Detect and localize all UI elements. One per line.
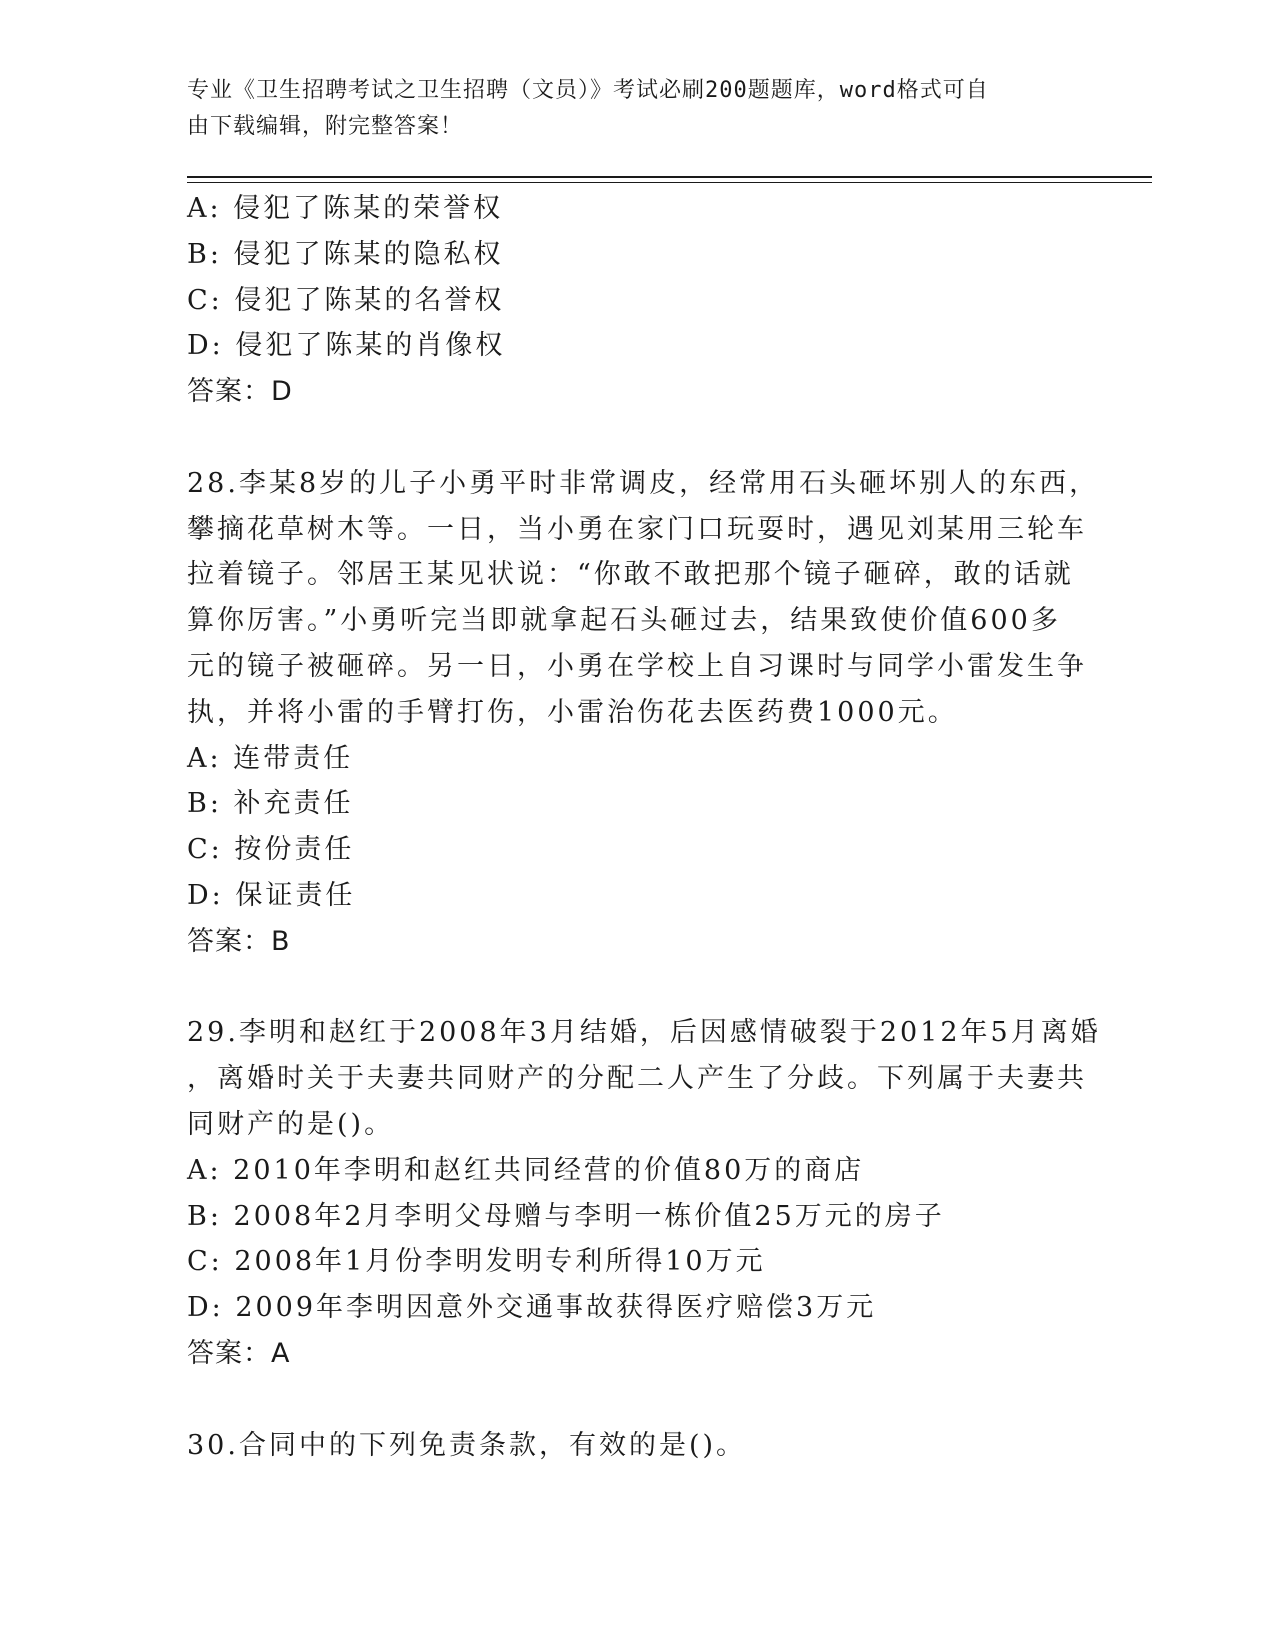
option-a: A: 2010年李明和赵红共同经营的价值80万的商店 (187, 1154, 865, 1186)
answer: 答案：D (187, 376, 293, 408)
question-stem-line: 算你厉害。”小勇听完当即就拿起石头砸过去，结果致使价值600多 (187, 605, 1061, 637)
header-line-1: 专业《卫生招聘考试之卫生招聘（文员）》考试必刷200题题库，word格式可自 (187, 78, 989, 103)
header-line-2: 由下载编辑，附完整答案！ (187, 114, 464, 139)
question-stem-line: 元的镜子被砸碎。另一日，小勇在学校上自习课时与同学小雷发生争 (187, 650, 1087, 682)
option-b: B: 补充责任 (187, 788, 354, 820)
option-c: C: 2008年1月份李明发明专利所得10万元 (187, 1246, 766, 1278)
question-stem-line: 攀摘花草树木等。一日，当小勇在家门口玩耍时，遇见刘某用三轮车 (187, 513, 1087, 545)
option-a: A: 连带责任 (187, 742, 354, 774)
option-c: C: 侵犯了陈某的名誉权 (187, 284, 505, 316)
question-29 (187, 1010, 1101, 1376)
question-30 (187, 1423, 1087, 1469)
header-rule-thick (187, 176, 1152, 178)
question-stem-line: 30.合同中的下列免责条款，有效的是()。 (187, 1429, 747, 1461)
option-c: C: 按份责任 (187, 834, 355, 866)
question-stem-line: 执，并将小雷的手臂打伤，小雷治伤花去医药费1000元。 (187, 696, 958, 728)
question-stem-line: 28.李某8岁的儿子小勇平时非常调皮，经常用石头砸坏别人的东西， (187, 467, 1100, 499)
question-stem-line: ，离婚时关于夫妻共同财产的分配二人产生了分歧。下列属于夫妻共 (187, 1063, 1087, 1095)
option-d: D: 2009年李明因意外交通事故获得医疗赔偿3万元 (187, 1292, 877, 1324)
question-stem-line: 拉着镜子。邻居王某见状说：“你敢不敢把那个镜子砸碎，敢的话就 (187, 559, 1074, 591)
option-a: A: 侵犯了陈某的荣誉权 (187, 193, 504, 224)
header-rule-thin (187, 182, 1152, 183)
question-stem-line: 同财产的是()。 (187, 1108, 395, 1140)
option-d: D: 保证责任 (187, 879, 356, 911)
question-stem-line: 29.李明和赵红于2008年3月结婚，后因感情破裂于2012年5月离婚 (187, 1017, 1101, 1049)
option-b: B: 2008年2月李明父母赠与李明一栋价值25万元的房子 (187, 1200, 945, 1232)
question-28 (187, 461, 1100, 965)
document-body (187, 186, 1101, 1468)
answer: 答案：B (187, 925, 291, 957)
option-b: B: 侵犯了陈某的隐私权 (187, 238, 504, 270)
option-d: D: 侵犯了陈某的肖像权 (187, 330, 506, 362)
question-27 (187, 186, 1087, 415)
answer: 答案：A (187, 1337, 291, 1369)
document-header (187, 73, 1067, 145)
